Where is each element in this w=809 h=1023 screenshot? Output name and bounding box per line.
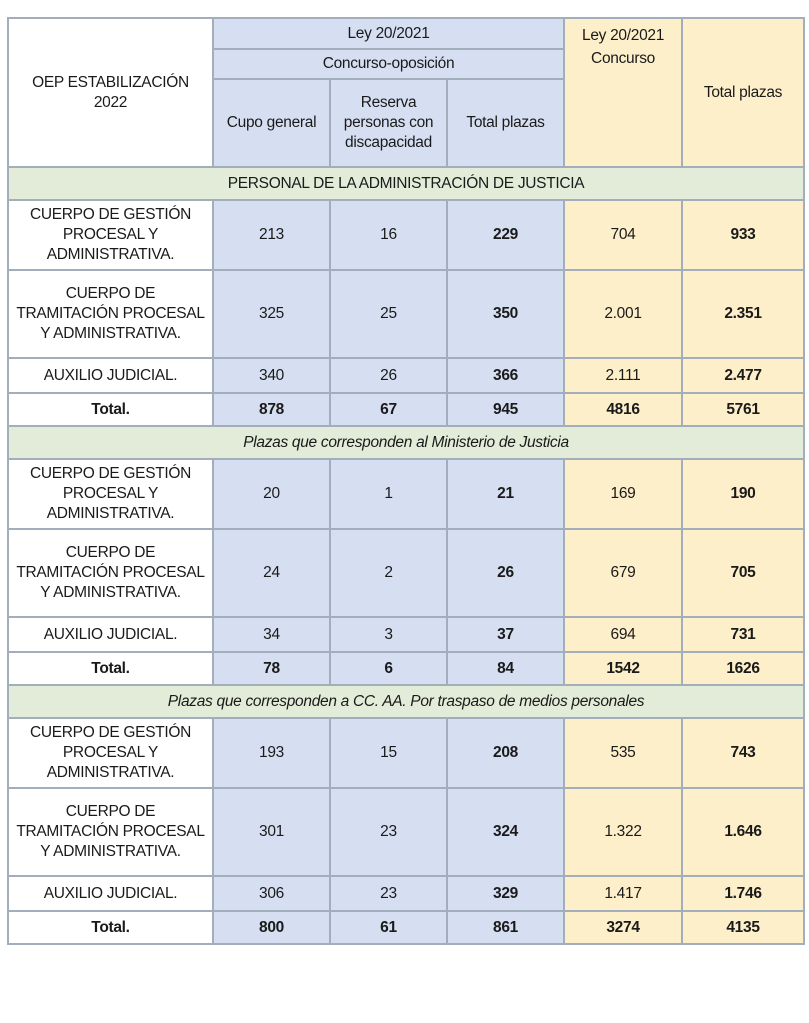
cell-total-plazas: 2.351	[682, 270, 804, 358]
cell-total-concurso-oposicion: 26	[447, 529, 564, 617]
cell-reserva: 3	[330, 617, 447, 652]
total-row	[8, 393, 804, 426]
table-row	[8, 358, 804, 393]
table-row	[8, 459, 804, 529]
section-title: Plazas que corresponden al Ministerio de Justicia	[8, 426, 804, 459]
group2-line1: Ley 20/2021	[582, 27, 665, 44]
sub-header-reserva	[330, 79, 447, 167]
row-label: CUERPO DE GESTIÓN PROCESAL Y ADMINISTRATIVA.	[8, 459, 213, 529]
cell-reserva: 1	[330, 459, 447, 529]
cell-total-plazas: 1.646	[682, 788, 804, 876]
sub-total-text: Total plazas	[466, 114, 545, 131]
total-label: Total.	[8, 393, 213, 426]
cell-total-plazas: 731	[682, 617, 804, 652]
row-label: CUERPO DE TRAMITACIÓN PROCESAL Y ADMINISTRATIVA.	[8, 529, 213, 617]
cell-cupo-general: 24	[213, 529, 330, 617]
group2-line2: Concurso	[591, 50, 655, 67]
cell-reserva: 23	[330, 788, 447, 876]
cell-cupo-general: 213	[213, 200, 330, 270]
total-concurso: 1542	[564, 652, 682, 685]
cell-total-concurso-oposicion: 229	[447, 200, 564, 270]
cell-cupo-general: 306	[213, 876, 330, 911]
cell-reserva: 23	[330, 876, 447, 911]
table-row	[8, 529, 804, 617]
total-plazas: 5761	[682, 393, 804, 426]
cell-total-concurso-oposicion: 21	[447, 459, 564, 529]
cell-total-concurso-oposicion: 329	[447, 876, 564, 911]
table-row	[8, 788, 804, 876]
total-label: Total.	[8, 911, 213, 944]
group1-line1: Ley 20/2021	[347, 24, 430, 42]
cell-reserva: 16	[330, 200, 447, 270]
cell-total-plazas: 190	[682, 459, 804, 529]
total-reserva: 67	[330, 393, 447, 426]
cell-concurso: 535	[564, 718, 682, 788]
sub-reserva-text: Reserva personas con discapacidad	[343, 94, 434, 151]
cell-cupo-general: 325	[213, 270, 330, 358]
cell-total-concurso-oposicion: 208	[447, 718, 564, 788]
row-label: CUERPO DE GESTIÓN PROCESAL Y ADMINISTRATIVA.	[8, 200, 213, 270]
corner-header-text: OEP ESTABILIZACIÓN 2022	[32, 73, 189, 111]
sub-header-total	[447, 79, 564, 167]
total-reserva: 6	[330, 652, 447, 685]
cell-reserva: 25	[330, 270, 447, 358]
section-row	[8, 426, 804, 459]
cell-reserva: 26	[330, 358, 447, 393]
cell-cupo-general: 34	[213, 617, 330, 652]
total-plazas: 4135	[682, 911, 804, 944]
cell-total-concurso-oposicion: 37	[447, 617, 564, 652]
row-label: AUXILIO JUDICIAL.	[8, 358, 213, 393]
cell-total-plazas: 2.477	[682, 358, 804, 393]
total-concurso: 4816	[564, 393, 682, 426]
cell-concurso: 2.111	[564, 358, 682, 393]
cell-total-plazas: 743	[682, 718, 804, 788]
table-row	[8, 617, 804, 652]
cell-concurso: 704	[564, 200, 682, 270]
total-concurso: 3274	[564, 911, 682, 944]
section-row	[8, 167, 804, 200]
cell-concurso: 2.001	[564, 270, 682, 358]
col-total-plazas	[682, 18, 804, 167]
cell-total-plazas: 933	[682, 200, 804, 270]
col-total-text: Total plazas	[703, 83, 783, 101]
group-header-concurso-oposicion	[213, 18, 564, 49]
row-label: AUXILIO JUDICIAL.	[8, 617, 213, 652]
cell-total-concurso-oposicion: 350	[447, 270, 564, 358]
cell-concurso: 169	[564, 459, 682, 529]
total-row	[8, 652, 804, 685]
cell-total-plazas: 1.746	[682, 876, 804, 911]
total-reserva: 61	[330, 911, 447, 944]
cell-cupo-general: 340	[213, 358, 330, 393]
cell-concurso: 1.322	[564, 788, 682, 876]
group-header-concurso	[564, 18, 682, 167]
cell-cupo-general: 20	[213, 459, 330, 529]
table-row	[8, 876, 804, 911]
row-label: CUERPO DE TRAMITACIÓN PROCESAL Y ADMINISTRATIVA.	[8, 270, 213, 358]
total-cupo-general: 78	[213, 652, 330, 685]
row-label: AUXILIO JUDICIAL.	[8, 876, 213, 911]
total-label: Total.	[8, 652, 213, 685]
section-title: PERSONAL DE LA ADMINISTRACIÓN DE JUSTICIA	[8, 167, 804, 200]
total-concurso-oposicion: 84	[447, 652, 564, 685]
total-concurso-oposicion: 861	[447, 911, 564, 944]
table-row	[8, 718, 804, 788]
section-title: Plazas que corresponden a CC. AA. Por traspaso de medios personales	[8, 685, 804, 718]
row-label: CUERPO DE TRAMITACIÓN PROCESAL Y ADMINISTRATIVA.	[8, 788, 213, 876]
total-plazas: 1626	[682, 652, 804, 685]
table-row	[8, 200, 804, 270]
cell-cupo-general: 301	[213, 788, 330, 876]
cell-reserva: 15	[330, 718, 447, 788]
table-row	[8, 270, 804, 358]
cell-concurso: 1.417	[564, 876, 682, 911]
total-row	[8, 911, 804, 944]
total-cupo-general: 800	[213, 911, 330, 944]
row-label: CUERPO DE GESTIÓN PROCESAL Y ADMINISTRATIVA.	[8, 718, 213, 788]
group1-line2: Concurso-oposición	[322, 55, 455, 72]
group1-line2-cell	[213, 49, 564, 79]
cell-total-concurso-oposicion: 366	[447, 358, 564, 393]
cell-total-plazas: 705	[682, 529, 804, 617]
cell-concurso: 694	[564, 617, 682, 652]
total-concurso-oposicion: 945	[447, 393, 564, 426]
sub-header-cupo	[213, 79, 330, 167]
cell-reserva: 2	[330, 529, 447, 617]
cell-total-concurso-oposicion: 324	[447, 788, 564, 876]
cell-concurso: 679	[564, 529, 682, 617]
sub-cupo-text: Cupo general	[226, 114, 317, 131]
total-cupo-general: 878	[213, 393, 330, 426]
cell-cupo-general: 193	[213, 718, 330, 788]
section-row	[8, 685, 804, 718]
corner-header	[8, 18, 213, 167]
oep-table	[7, 17, 805, 945]
